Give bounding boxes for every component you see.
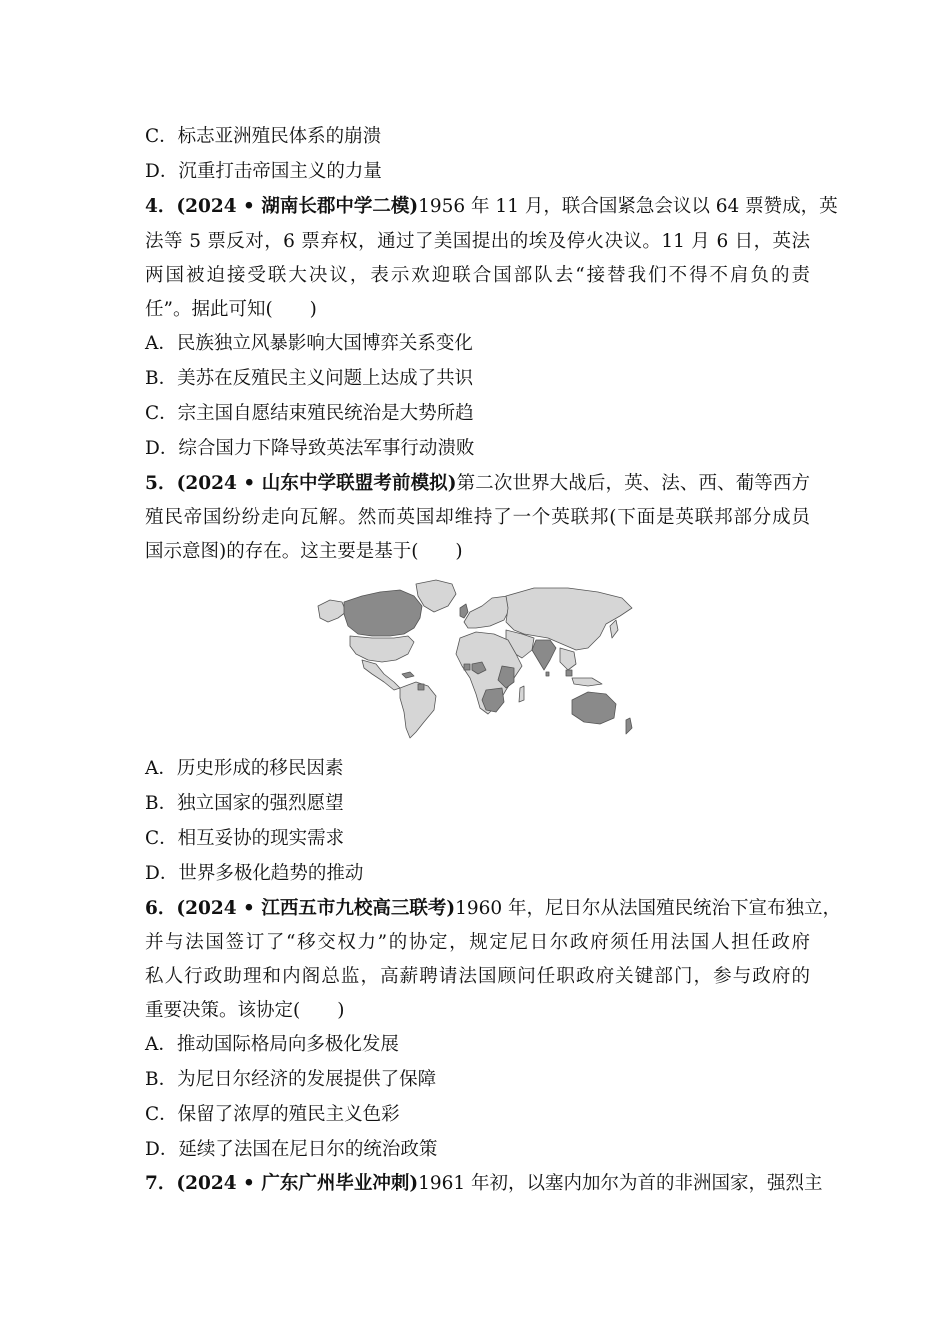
q7-source: (2024 • 广东广州毕业冲刺) [176,1173,419,1194]
map-guyana [418,684,424,690]
q6-stem-text: 1960 年，尼日尔从法国殖民统治下宣布独立， [455,898,842,919]
q5-option-a: A．历史形成的移民因素 [145,758,344,779]
map-uk [460,604,468,618]
q4-option-a: A．民族独立风暴影响大国博弈关系变化 [145,333,473,354]
q4-option-b: B．美苏在反殖民主义问题上达成了共识 [145,368,474,389]
q5-number: 5． [145,473,177,494]
q4-number: 4． [145,196,177,217]
map-malaysia [566,670,572,676]
q4-option-d: D．综合国力下降导致英法军事行动溃败 [145,438,475,459]
q3-option-c: C．标志亚洲殖民体系的崩溃 [145,126,382,147]
q6-option-d: D．延续了法国在尼日尔的统治政策 [145,1139,438,1160]
q5-option-d: D．世界多极化趋势的推动 [145,863,364,884]
q5-option-c: C．相互妥协的现实需求 [145,828,345,849]
map-japan [610,620,618,638]
map-se-asia [560,648,576,670]
map-indonesia [572,678,602,686]
q6-option-a: A．推动国际格局向多极化发展 [145,1034,399,1055]
q4-option-c: C．宗主国自愿结束殖民统治是大势所趋 [145,403,474,424]
q4-stem-line-2: 法等 5 票反对，6 票弃权，通过了美国提出的埃及停火决议。11 月 6 日，英法 [145,231,810,252]
map-caribbean [402,672,414,678]
q6-stem-line-3: 私人行政助理和内阁总监，高薪聘请法国顾问任职政府关键部门，参与政府的 [145,966,810,987]
q7-stem-line-1 [145,1172,823,1196]
q6-stem-line-4: 重要决策。该协定( ) [145,1000,345,1021]
q4-stem-line-3: 两国被迫接受联大决议，表示欢迎联合国部队去“接替我们不得不肩负的责 [145,265,810,286]
map-southern-africa [482,688,504,712]
q5-stem-line-2: 殖民帝国纷纷走向瓦解。然而英国却维持了一个英联邦(下面是英联邦部分成员 [145,507,810,528]
q5-source: (2024 • 山东中学联盟考前模拟) [176,473,457,494]
q6-option-c: C．保留了浓厚的殖民主义色彩 [145,1104,400,1125]
q4-stem-line-1 [145,195,838,219]
map-madagascar [519,686,524,702]
q5-stem-text: 第二次世界大战后，英、法、西、葡等西方 [456,473,811,494]
map-europe [464,596,510,628]
q4-stem-text: 1956 年 11 月，联合国紧急会议以 64 票赞成，英 [418,196,838,217]
world-map-commonwealth-icon [310,578,640,740]
map-india [532,640,556,670]
map-alaska [318,600,346,622]
q5-option-b: B．独立国家的强烈愿望 [145,793,344,814]
q6-source: (2024 • 江西五市九校高三联考) [176,898,456,919]
map-ghana [464,664,470,670]
q5-stem-line-3: 国示意图)的存在。这主要是基于( ) [145,541,463,562]
q7-number: 7． [145,1173,177,1194]
q6-option-b: B．为尼日尔经济的发展提供了保障 [145,1069,437,1090]
map-canada [344,590,422,636]
map-new-zealand [626,718,632,734]
q6-stem-line-1 [145,897,842,921]
map-central-america [362,660,400,690]
q3-option-d: D．沉重打击帝国主义的力量 [145,161,382,182]
map-south-america [400,682,436,738]
q6-number: 6． [145,898,177,919]
q4-stem-line-4: 任”。据此可知( ) [145,299,317,320]
map-sri-lanka [546,672,549,676]
map-australia [572,692,616,724]
q5-stem-line-1 [145,472,810,496]
q4-source: (2024 • 湖南长郡中学二模) [176,196,419,217]
q6-stem-line-2: 并与法国签订了“移交权力”的协定，规定尼日尔政府须任用法国人担任政府 [145,932,810,953]
map-usa [350,636,414,662]
q7-stem-text: 1961 年初，以塞内加尔为首的非洲国家，强烈主 [418,1173,823,1194]
